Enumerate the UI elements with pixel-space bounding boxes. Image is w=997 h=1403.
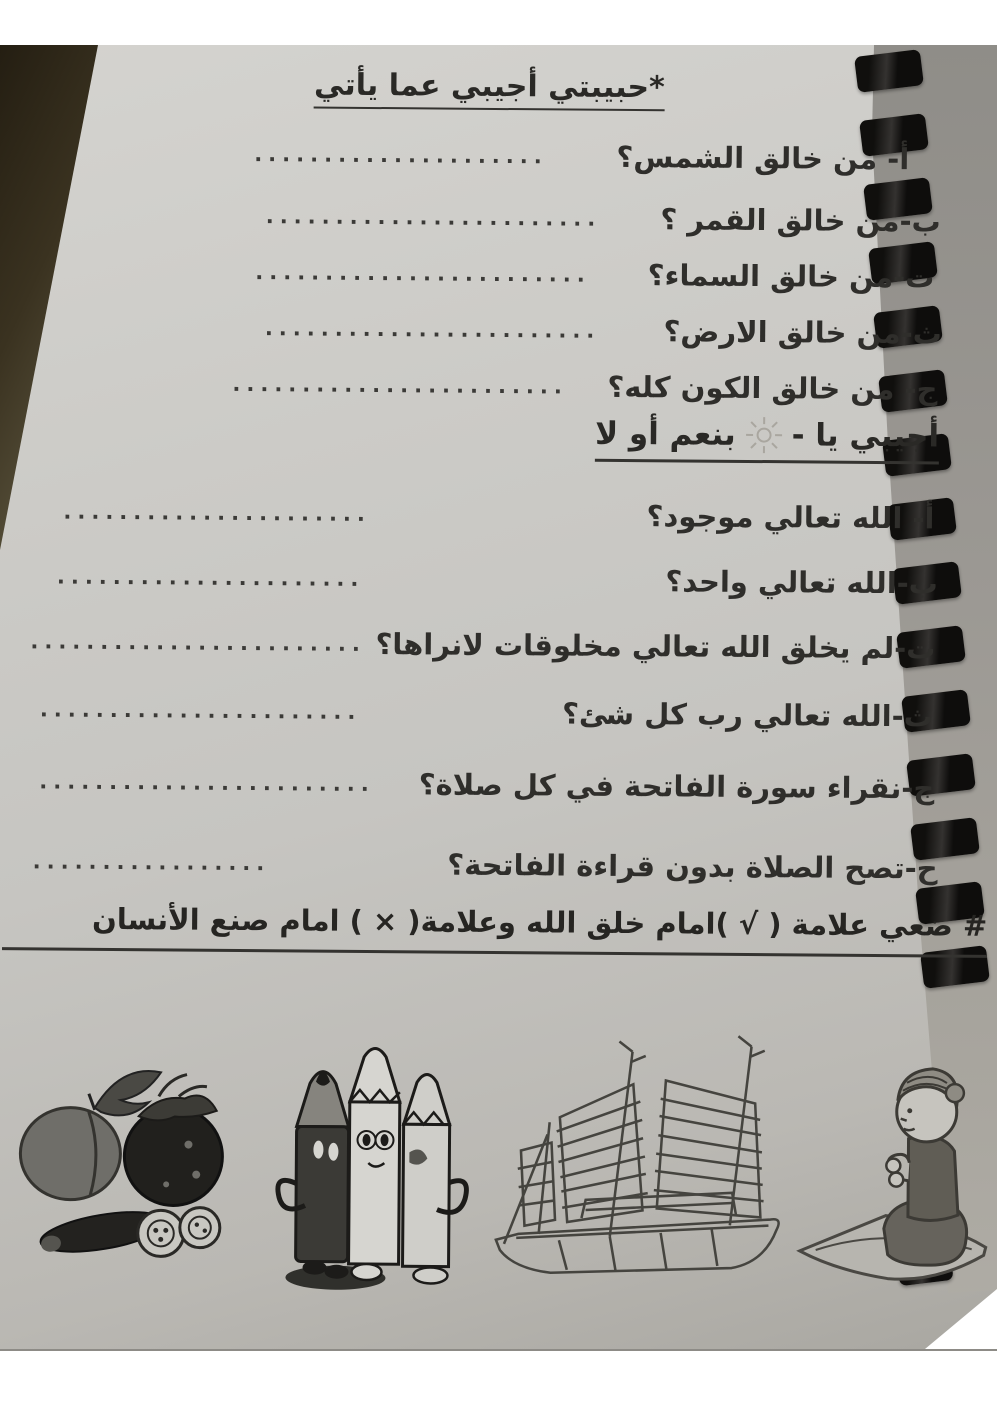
- pencils-drawing: [270, 1031, 472, 1298]
- answer-blank: ........................: [232, 371, 569, 399]
- notebook-page: [0, 45, 997, 1351]
- section2-header-prefix: أجيبي يا -: [791, 417, 940, 455]
- answer-blank: ........................: [30, 628, 366, 656]
- answer-blank: ........................: [264, 315, 601, 343]
- question-row: [0, 838, 996, 892]
- question-row: [4, 129, 997, 183]
- worksheet-content: [0, 45, 997, 1351]
- instruction-line: # ضعي علامة ( √ )امام خلق الله وعلامة( × ) امام صنع الأنسان: [2, 901, 987, 958]
- question-row: [3, 247, 997, 301]
- answer-blank: .....................: [254, 141, 548, 168]
- question-text: ت-لم يخلق الله تعالي مخلوقات لانراها؟: [375, 627, 936, 666]
- question-text: ب-من خالق القمر ؟: [660, 202, 941, 239]
- question-text: ح-تصح الصلاة بدون قراءة الفاتحة؟: [447, 847, 938, 886]
- section2-header: [595, 414, 939, 465]
- fruits-drawing: [7, 1033, 244, 1270]
- ship-drawing: [487, 1020, 794, 1307]
- question-text: ث-الله تعالي رب كل شئ؟: [562, 696, 933, 734]
- question-row: [1, 488, 997, 542]
- worksheet-title: *حبيبتي أجيبي عما يأتي: [314, 68, 665, 112]
- question-row: [0, 686, 997, 740]
- question-row: [0, 618, 997, 672]
- answer-blank: ........................: [265, 203, 602, 231]
- question-text: أ- من خالق الشمس؟: [616, 139, 910, 177]
- question-text: ج-نقراء سورة الفاتحة في كل صلاة؟: [418, 767, 935, 806]
- answer-blank: ......................: [63, 499, 372, 526]
- answer-blank: .................: [32, 848, 271, 875]
- answer-blank: ........................: [255, 259, 591, 287]
- answer-blank: ........................: [39, 768, 375, 796]
- question-row: [3, 303, 997, 357]
- answer-blank: .......................: [39, 696, 362, 724]
- section2-header-row: [595, 414, 939, 465]
- question-text: أ- الله تعالي موجود؟: [646, 499, 935, 536]
- question-row: [2, 359, 997, 413]
- question-text: ب-الله تعالي واحد؟: [665, 564, 939, 601]
- question-text: ج- من خالق الكون كله؟: [607, 369, 938, 407]
- section2-header-suffix: بنعم أو لا: [594, 415, 736, 453]
- question-row: [0, 758, 996, 812]
- question-row: [1, 553, 997, 607]
- question-row: [4, 191, 997, 245]
- praying-person-drawing: [795, 1015, 997, 1307]
- answer-blank: ......................: [56, 564, 365, 591]
- question-text: ت-من خالق السماء؟: [647, 258, 935, 295]
- sun-doodle-icon: [744, 415, 784, 455]
- question-text: ث-من خالق الارض؟: [663, 314, 943, 351]
